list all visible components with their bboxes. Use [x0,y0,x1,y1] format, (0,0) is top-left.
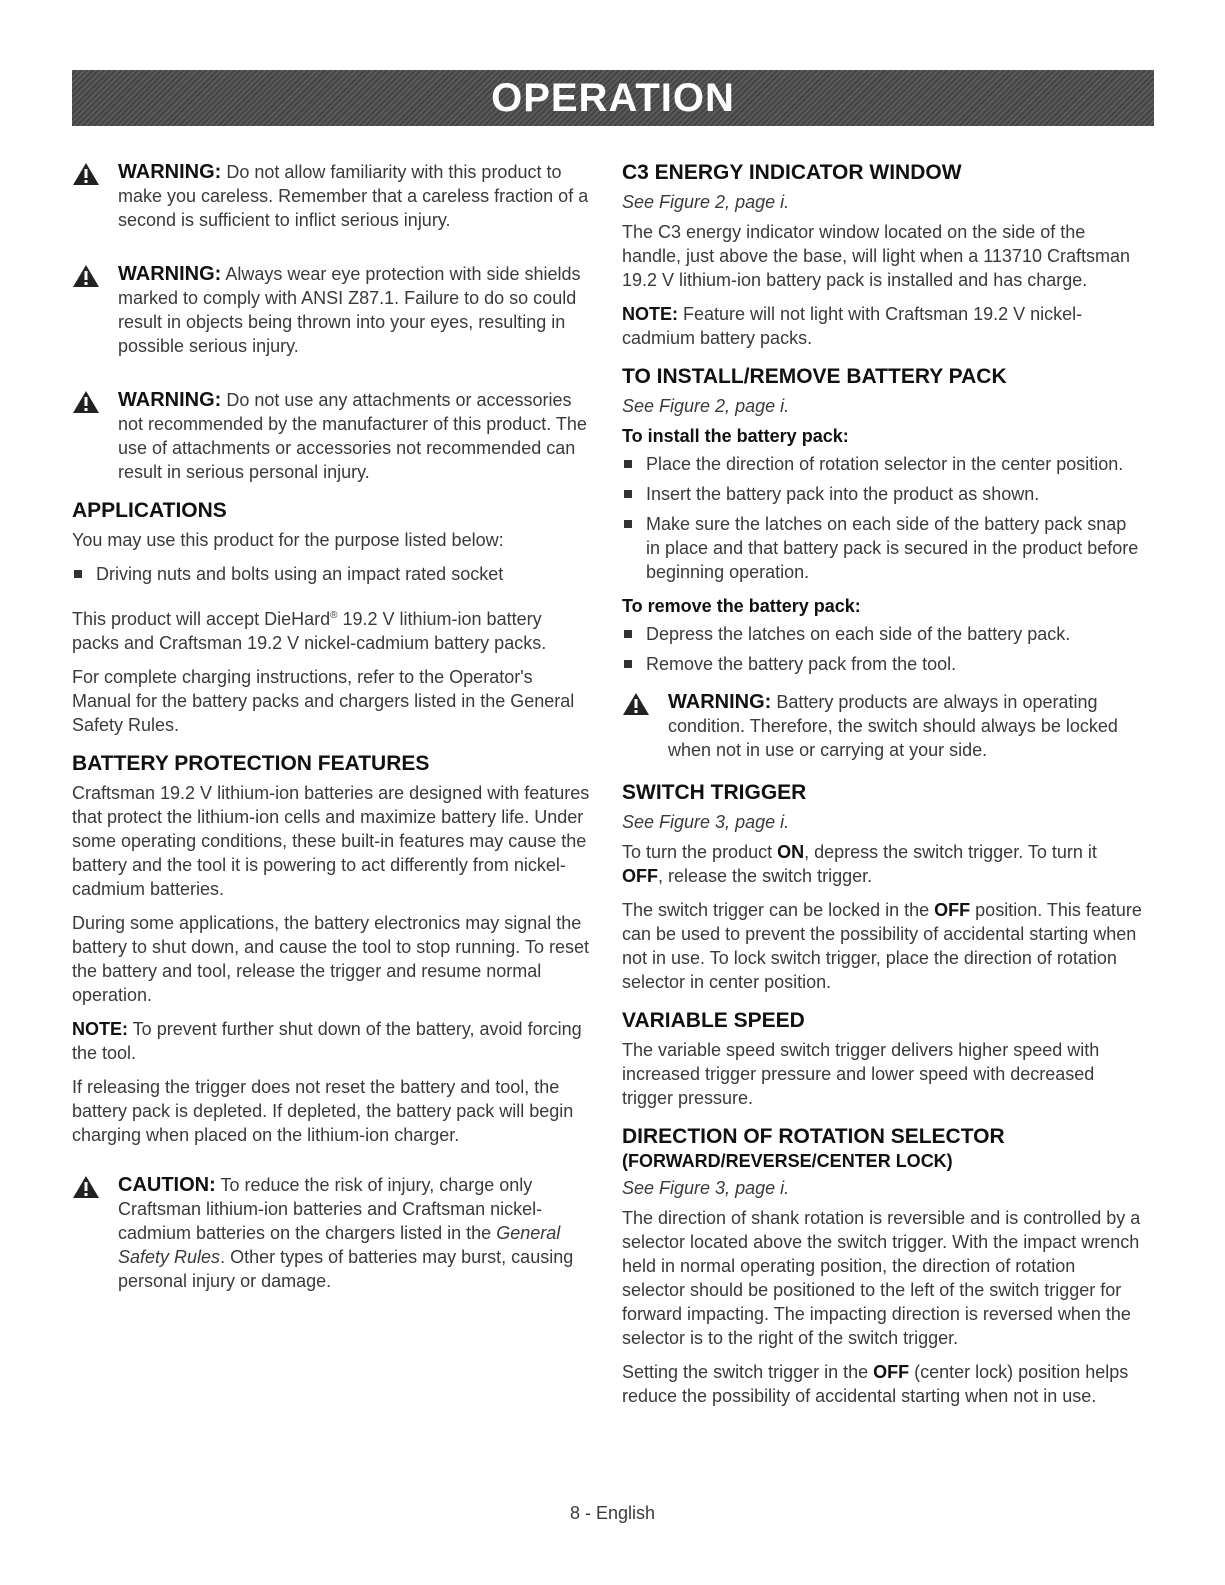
warning-icon [72,162,100,186]
remove-list [622,622,1142,676]
direction-paragraph-2: Setting the switch trigger in the OFF (center lock) position helps reduce the possibility of accidental starting when not in use. [622,1362,1129,1406]
direction-heading: DIRECTION OF ROTATION SELECTOR [622,1125,1005,1148]
list-item: Depress the latches on each side of the battery pack. [622,622,1142,646]
warning-icon [72,264,100,288]
applications-paragraph-2: For complete charging instructions, refer to the Operator's Manual for the battery packs and chargers listed in the General Safety Rules. [72,667,575,735]
figure-reference: See Figure 2, page i. [622,192,790,212]
warning-eye-protection: WARNING: Always wear eye protection with side shields marked to comply with ANSI Z87.1. Failure to do so could result in objects being thrown into your eyes, resulting in possible serious injury. [72,262,592,358]
protection-paragraph-1: Craftsman 19.2 V lithium-ion batteries are designed with features that protect the lithium-ion cells and maximize battery life. Under some operating conditions, these built-in features may cause the battery and the tool it is powering to act differently from nickel-cadmium batteries. [72,783,590,899]
list-item: Remove the battery pack from the tool. [622,652,1142,676]
warning-battery-operating: WARNING: Battery products are always in operating condition. Therefore, the switch should always be locked when not in use or carrying at your side. [622,690,1142,762]
install-list [622,452,1142,584]
list-item: Place the direction of rotation selector in the center position. [622,452,1142,476]
figure-reference: See Figure 3, page i. [622,1178,790,1198]
trigger-paragraph-1: To turn the product ON, depress the switch trigger. To turn it OFF, release the switch trigger. [622,842,1097,886]
warning-icon [72,1175,100,1199]
caution-batteries: CAUTION: To reduce the risk of injury, charge only Craftsman lithium-ion batteries and Craftsman nickel-cadmium batteries on the chargers listed in the General Safety Rules. Other types of batteries may burst, causing personal injury or damage. [72,1173,592,1293]
list-item: Insert the battery pack into the product as shown. [622,482,1142,506]
c3-note: NOTE: Feature will not light with Craftsman 19.2 V nickel-cadmium battery packs. [622,304,1083,348]
switch-trigger-heading: SWITCH TRIGGER [622,781,807,804]
warning-icon [622,692,650,716]
warning-attachments: WARNING: Do not use any attachments or accessories not recommended by the manufacturer of this product. The use of attachments or accessories not recommended can result in serious personal injury. [72,388,592,484]
right-column [622,160,1142,1418]
applications-list [72,562,592,586]
operation-banner [72,70,1154,126]
figure-reference: See Figure 3, page i. [622,812,790,832]
protection-paragraph-2: During some applications, the battery electronics may signal the battery to shut down, and cause the tool to stop running. To reset the battery and tool, release the trigger and resume normal operation. [72,913,589,1005]
page-number: 8 - English [569,1503,656,1523]
protection-paragraph-3: If releasing the trigger does not reset the battery and tool, the battery pack is depleted. If depleted, the battery pack will begin charging when placed on the lithium-ion charger. [72,1077,574,1145]
c3-heading: C3 ENERGY INDICATOR WINDOW [622,161,962,184]
figure-reference: See Figure 2, page i. [622,396,790,416]
warning-familiarity: WARNING: Do not allow familiarity with this product to make you careless. Remember that a careless fraction of a second is sufficient to inflict serious injury. [72,160,592,232]
c3-paragraph: The C3 energy indicator window located on the side of the handle, just above the base, will light when a 113710 Craftsman 19.2 V lithium-ion battery pack is installed and has charge. [622,222,1130,290]
list-item: Make sure the latches on each side of the battery pack snap in place and that battery pack is secured in the product before beginning operation. [622,512,1142,584]
list-item: Driving nuts and bolts using an impact rated socket [72,562,592,586]
warning-icon [72,390,100,414]
page-title: OPERATION [491,75,735,120]
applications-intro: You may use this product for the purpose listed below: [72,530,504,550]
variable-speed-heading: VARIABLE SPEED [622,1009,805,1032]
applications-heading: APPLICATIONS [72,499,227,522]
direction-paragraph-1: The direction of shank rotation is reversible and is controlled by a selector located above the switch trigger. With the impact wrench held in normal operating position, the direction of rotation selector should be positioned to the left of the switch trigger for forward impacting. The impacting direction is reversed when the selector is to the right of the switch trigger. [622,1208,1141,1348]
left-column [72,160,592,1323]
install-heading: TO INSTALL/REMOVE BATTERY PACK [622,365,1007,388]
speed-paragraph: The variable speed switch trigger delivers higher speed with increased trigger pressure and lower speed with decreased trigger pressure. [622,1040,1100,1108]
trigger-paragraph-2: The switch trigger can be locked in the OFF position. This feature can be used to prevent the possibility of accidental starting when not in use. To lock switch trigger, place the direction of rotation selector in center position. [622,900,1142,992]
direction-subheading: (FORWARD/REVERSE/CENTER LOCK) [622,1151,953,1171]
remove-subheading: To remove the battery pack: [622,596,861,616]
install-subheading: To install the battery pack: [622,426,849,446]
battery-protection-heading: BATTERY PROTECTION FEATURES [72,752,430,775]
applications-paragraph: This product will accept DieHard® 19.2 V lithium-ion battery packs and Craftsman 19.2 V nickel-cadmium battery packs. [72,609,547,653]
protection-note: NOTE: To prevent further shut down of the battery, avoid forcing the tool. [72,1019,582,1063]
